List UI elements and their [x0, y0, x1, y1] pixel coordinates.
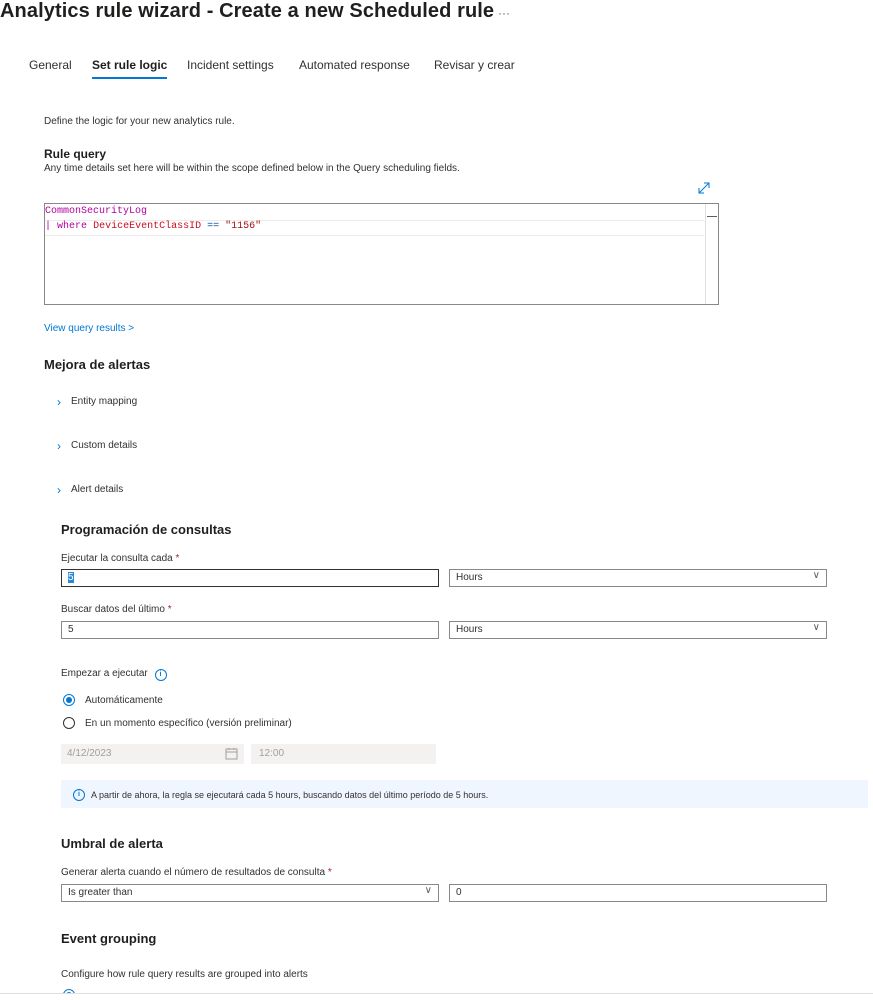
custom-details-label: Custom details	[71, 440, 138, 451]
intro-text: Define the logic for your new analytics rule.	[44, 116, 235, 127]
chevron-right-icon: ›	[57, 395, 61, 409]
view-query-results-link[interactable]: View query results >	[44, 323, 135, 334]
threshold-operator-select[interactable]: Is greater than ∨	[61, 884, 439, 902]
query-scheduling-heading: Programación de consultas	[61, 522, 232, 537]
alert-enhancement-heading: Mejora de alertas	[44, 357, 151, 372]
schedule-info-text: A partir de ahora, la regla se ejecutará cada 5 hours, buscando datos del último período de 5 hours.	[91, 790, 489, 800]
rule-query-description: Any time details set here will be within the scope defined below in the Query scheduling fields.	[44, 163, 460, 174]
query-line-1: CommonSecurityLog	[45, 206, 148, 217]
chevron-right-icon: ›	[57, 439, 61, 453]
radio-specific-indicator[interactable]	[63, 717, 75, 729]
page-title: Analytics rule wizard - Create a new Scheduled rule	[0, 0, 495, 22]
tab-general[interactable]: General	[29, 58, 72, 72]
tab-review-create[interactable]: Revisar y crear	[434, 58, 515, 72]
chevron-down-icon: ∨	[812, 570, 820, 581]
query-value: "1156"	[225, 221, 262, 232]
chevron-down-icon: ∨	[424, 885, 432, 896]
entity-mapping-label: Entity mapping	[71, 396, 138, 407]
entity-mapping-expander[interactable]	[57, 395, 138, 409]
tab-automated-response[interactable]: Automated response	[299, 58, 410, 72]
run-every-input[interactable]: 5	[61, 569, 439, 587]
expand-icon[interactable]	[697, 181, 711, 195]
tab-incident-settings[interactable]: Incident settings	[187, 58, 274, 72]
query-operator: ==	[207, 221, 220, 232]
event-grouping-heading: Event grouping	[61, 931, 157, 946]
lookup-unit-select[interactable]: Hours ∨	[449, 621, 827, 639]
footer-divider	[0, 993, 873, 994]
lookup-input[interactable]: 5	[61, 621, 439, 639]
event-grouping-description: Configure how rule query results are grouped into alerts	[61, 969, 308, 980]
more-options-icon[interactable]: ···	[498, 6, 510, 20]
alert-details-label: Alert details	[71, 484, 124, 495]
query-where: where	[57, 221, 88, 232]
run-every-unit-select[interactable]: Hours ∨	[449, 569, 827, 587]
query-pipe: |	[45, 221, 52, 232]
info-icon[interactable]: i	[155, 669, 167, 681]
date-input: 4/12/2023	[61, 744, 244, 764]
query-field: DeviceEventClassID	[93, 221, 202, 232]
active-tab-indicator	[92, 77, 167, 79]
radio-automatic-label: Automáticamente	[85, 695, 163, 706]
calendar-icon	[225, 747, 238, 763]
time-input: 12:00	[251, 744, 436, 764]
lookup-label: Buscar datos del último *	[61, 604, 172, 615]
chevron-down-icon: ∨	[812, 622, 820, 633]
radio-specific-time[interactable]	[63, 716, 383, 730]
custom-details-expander[interactable]	[57, 439, 138, 453]
query-line-2	[45, 220, 704, 236]
radio-automatic-indicator[interactable]	[63, 694, 75, 706]
radio-automatic[interactable]	[63, 693, 263, 707]
run-every-label: Ejecutar la consulta cada *	[61, 553, 180, 564]
alert-details-expander[interactable]	[57, 483, 124, 497]
chevron-right-icon: ›	[57, 483, 61, 497]
rule-query-heading: Rule query	[44, 147, 107, 161]
schedule-info-bar	[61, 780, 868, 808]
radio-specific-label: En un momento específico (versión preliminar)	[85, 718, 292, 729]
editor-scrollbar[interactable]	[705, 204, 718, 304]
alert-threshold-heading: Umbral de alerta	[61, 836, 163, 851]
threshold-label: Generar alerta cuando el número de resultados de consulta *	[61, 867, 332, 878]
start-running-label: Empezar a ejecutar i	[61, 668, 167, 681]
query-editor[interactable]	[44, 203, 719, 305]
info-icon: i	[73, 789, 85, 801]
threshold-value-input[interactable]: 0	[449, 884, 827, 902]
tab-set-rule-logic[interactable]: Set rule logic	[92, 58, 167, 72]
